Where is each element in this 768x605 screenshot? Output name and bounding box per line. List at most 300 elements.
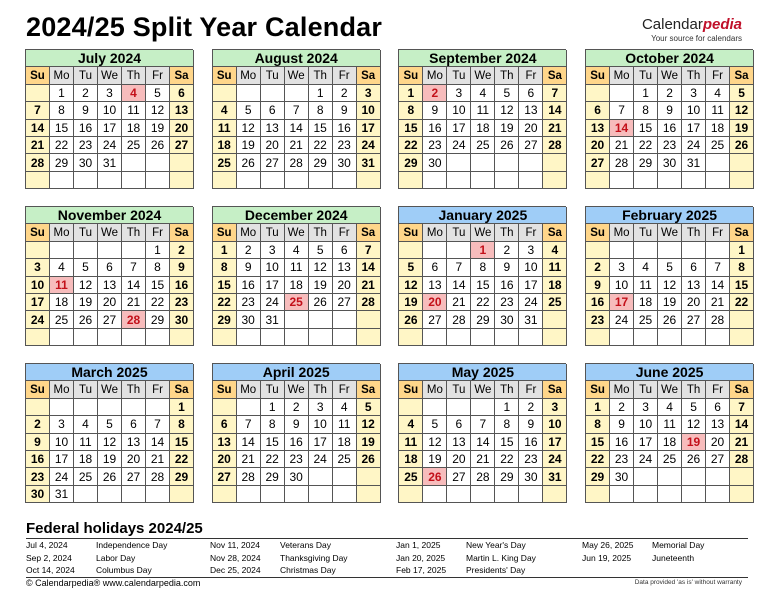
empty-cell [586,172,610,189]
weekday-header: Mo [50,67,74,84]
weekday-header: Sa [357,67,381,84]
empty-cell [98,242,122,259]
day-cell: 21 [122,294,146,311]
day-cell: 21 [447,294,471,311]
day-cell: 11 [634,277,658,294]
empty-cell [50,329,74,346]
weekday-header: We [98,381,122,398]
weekday-header: We [98,224,122,241]
day-cell: 22 [170,451,194,468]
weekday-header: Mo [50,381,74,398]
day-cell: 17 [634,434,658,451]
weekday-header: Sa [543,381,567,398]
day-cell: 8 [309,102,333,119]
day-cell: 20 [447,451,471,468]
empty-cell [285,486,309,503]
weekday-header: Fr [706,67,730,84]
day-cell: 16 [26,451,50,468]
day-cell: 15 [634,120,658,137]
day-cell: 19 [399,294,423,311]
day-cell: 5 [357,399,381,416]
day-cell: 15 [471,277,495,294]
empty-cell [237,172,261,189]
holidays-title: Federal holidays 2024/25 [26,520,203,537]
day-cell: 23 [586,311,610,328]
page-title: 2024/25 Split Year Calendar [26,12,383,42]
day-cell: 30 [170,311,194,328]
weekday-header: Tu [447,381,471,398]
holiday-row [396,564,536,577]
empty-cell [146,172,170,189]
empty-cell [658,329,682,346]
weekday-header: Su [586,381,610,398]
day-cell: 15 [586,434,610,451]
day-cell: 20 [519,120,543,137]
weekday-header: We [285,224,309,241]
empty-cell [333,468,357,485]
day-cell: 1 [730,242,754,259]
day-cell: 28 [237,468,261,485]
day-cell: 11 [471,102,495,119]
month-calendar [585,49,753,189]
day-cell: 24 [447,137,471,154]
weekday-header: Fr [519,67,543,84]
day-cell: 28 [610,154,634,171]
empty-cell [471,486,495,503]
empty-cell [50,172,74,189]
brand-name-accent: pedia [702,16,742,33]
day-cell: 29 [495,468,519,485]
weekday-header: Th [122,67,146,84]
weekday-header: Mo [423,381,447,398]
weekday-header: Mo [610,224,634,241]
day-cell: 28 [26,154,50,171]
day-cell: 27 [423,311,447,328]
holiday-name: Labor Day [96,552,136,563]
day-cell: 4 [706,85,730,102]
day-cell: 3 [543,399,567,416]
empty-cell [658,242,682,259]
empty-cell [261,172,285,189]
empty-cell [447,154,471,171]
weekday-header: Tu [261,67,285,84]
day-cell: 17 [309,434,333,451]
empty-cell [309,172,333,189]
empty-cell [122,399,146,416]
day-cell: 24 [261,294,285,311]
empty-cell [285,172,309,189]
day-cell: 3 [519,242,543,259]
holiday-date: Jul 4, 2024 [26,540,68,550]
empty-cell [74,242,98,259]
empty-cell [610,486,634,503]
day-cell: 25 [122,137,146,154]
day-cell: 8 [261,416,285,433]
empty-cell [730,486,754,503]
empty-cell [658,468,682,485]
day-cell: 3 [50,416,74,433]
empty-cell [333,311,357,328]
empty-cell [261,85,285,102]
day-cell: 5 [146,85,170,102]
day-cell: 16 [610,434,634,451]
day-cell: 21 [146,451,170,468]
weekday-header: Su [399,224,423,241]
day-cell: 24 [682,137,706,154]
day-cell: 5 [495,85,519,102]
empty-cell [309,486,333,503]
weekday-header: Tu [74,67,98,84]
day-cell: 31 [261,311,285,328]
day-cell: 17 [610,294,634,311]
day-cell: 23 [237,294,261,311]
weekday-header: Mo [423,67,447,84]
weekday-header: Fr [519,224,543,241]
day-cell: 3 [26,259,50,276]
day-cell: 1 [50,85,74,102]
empty-cell [586,242,610,259]
day-cell: 9 [495,259,519,276]
day-cell: 19 [658,294,682,311]
empty-cell [519,172,543,189]
brand-logo[interactable] [642,16,742,43]
holiday-date: Sep 2, 2024 [26,552,72,563]
day-cell: 26 [399,311,423,328]
day-cell: 28 [285,154,309,171]
empty-cell [447,242,471,259]
day-cell: 9 [586,277,610,294]
empty-cell [634,468,658,485]
day-cell: 18 [213,137,237,154]
day-cell: 21 [285,137,309,154]
day-cell: 4 [634,259,658,276]
day-cell: 10 [261,259,285,276]
empty-cell [213,399,237,416]
day-cell: 28 [447,311,471,328]
day-cell: 8 [634,102,658,119]
day-cell: 12 [682,416,706,433]
empty-cell [399,399,423,416]
weekday-header: We [471,224,495,241]
day-cell: 17 [682,120,706,137]
day-cell: 26 [423,468,447,485]
day-cell: 22 [586,451,610,468]
day-cell: 9 [170,259,194,276]
holiday-row [396,552,536,565]
empty-cell [122,242,146,259]
empty-cell [285,311,309,328]
day-cell: 26 [98,468,122,485]
day-cell: 13 [170,102,194,119]
empty-cell [309,329,333,346]
holiday-date: Dec 25, 2024 [210,565,261,576]
empty-cell [213,172,237,189]
day-cell: 23 [170,294,194,311]
day-cell: 6 [213,416,237,433]
day-cell: 4 [543,242,567,259]
day-cell: 14 [357,259,381,276]
day-cell: 30 [74,154,98,171]
holidays-column [26,539,167,577]
day-cell: 19 [423,451,447,468]
weekday-header: Fr [146,67,170,84]
day-cell: 2 [586,259,610,276]
day-cell: 10 [610,277,634,294]
month-title: March 2025 [26,364,194,381]
day-cell: 17 [447,120,471,137]
day-cell: 15 [170,434,194,451]
day-cell: 12 [399,277,423,294]
month-title: October 2024 [586,50,754,67]
empty-cell [682,329,706,346]
weekday-header: Su [26,381,50,398]
empty-cell [423,399,447,416]
weekday-header: We [658,224,682,241]
day-cell: 20 [122,451,146,468]
holiday-name: Memorial Day [652,540,705,550]
day-cell: 7 [610,102,634,119]
empty-cell [237,85,261,102]
day-cell: 8 [146,259,170,276]
day-cell: 16 [74,120,98,137]
weekday-header: Tu [447,224,471,241]
day-cell: 20 [706,434,730,451]
weekday-header: Fr [146,224,170,241]
day-cell: 28 [357,294,381,311]
weekday-header: Fr [706,381,730,398]
day-cell: 7 [730,399,754,416]
day-cell: 1 [399,85,423,102]
day-cell: 21 [706,294,730,311]
empty-cell [519,329,543,346]
day-cell: 22 [261,451,285,468]
day-cell: 21 [543,120,567,137]
day-cell: 2 [333,85,357,102]
day-cell: 2 [170,242,194,259]
empty-cell [237,486,261,503]
day-cell: 13 [586,120,610,137]
day-cell: 6 [682,259,706,276]
empty-cell [333,486,357,503]
day-cell: 8 [471,259,495,276]
empty-cell [495,486,519,503]
day-cell: 18 [285,277,309,294]
day-cell: 22 [495,451,519,468]
day-cell: 26 [74,311,98,328]
empty-cell [610,329,634,346]
empty-cell [98,399,122,416]
day-cell: 3 [634,399,658,416]
day-cell: 15 [309,120,333,137]
day-cell: 14 [543,102,567,119]
day-cell: 24 [610,311,634,328]
weekday-header: Fr [333,381,357,398]
day-cell: 23 [495,294,519,311]
day-cell: 27 [122,468,146,485]
day-cell: 12 [730,102,754,119]
day-cell: 29 [634,154,658,171]
weekday-header: We [285,67,309,84]
holiday-row [210,539,348,552]
day-cell: 6 [261,102,285,119]
day-cell: 21 [730,434,754,451]
day-cell: 12 [74,277,98,294]
empty-cell [610,242,634,259]
empty-cell [543,486,567,503]
day-cell: 7 [26,102,50,119]
day-cell: 13 [706,416,730,433]
day-cell: 18 [399,451,423,468]
day-cell: 21 [26,137,50,154]
day-cell: 14 [26,120,50,137]
weekday-header: Tu [447,67,471,84]
weekday-header: Mo [610,67,634,84]
empty-cell [586,85,610,102]
day-cell: 8 [586,416,610,433]
day-cell: 29 [261,468,285,485]
holiday-name: Juneteenth [652,552,695,563]
empty-cell [213,486,237,503]
day-cell: 21 [610,137,634,154]
day-cell: 8 [170,416,194,433]
day-cell: 29 [309,154,333,171]
day-cell: 19 [146,120,170,137]
month-calendar [398,49,566,189]
empty-cell [471,154,495,171]
day-cell: 1 [634,85,658,102]
day-cell: 29 [471,311,495,328]
empty-cell [706,154,730,171]
day-cell: 18 [74,451,98,468]
day-cell: 25 [634,311,658,328]
empty-cell [98,486,122,503]
day-cell: 30 [423,154,447,171]
empty-cell [447,172,471,189]
day-cell: 12 [309,259,333,276]
weekday-header: Su [586,67,610,84]
day-cell: 25 [74,468,98,485]
holiday-date: Feb 17, 2025 [396,565,447,576]
day-cell: 2 [285,399,309,416]
weekday-header: Sa [730,381,754,398]
holiday-row [582,552,704,565]
day-cell: 20 [98,294,122,311]
day-cell: 28 [122,311,146,328]
month-title: November 2024 [26,207,194,224]
weekday-header: Mo [237,381,261,398]
day-cell: 23 [285,451,309,468]
day-cell: 5 [682,399,706,416]
day-cell: 7 [706,259,730,276]
day-cell: 26 [658,311,682,328]
day-cell: 28 [706,311,730,328]
day-cell: 27 [519,137,543,154]
empty-cell [447,486,471,503]
day-cell: 3 [610,259,634,276]
weekday-header: Tu [261,381,285,398]
day-cell: 4 [333,399,357,416]
weekday-header: We [658,67,682,84]
day-cell: 24 [357,137,381,154]
day-cell: 7 [543,85,567,102]
month-title: June 2025 [586,364,754,381]
holiday-row [26,564,167,577]
day-cell: 12 [495,102,519,119]
day-cell: 26 [682,451,706,468]
empty-cell [682,172,706,189]
day-cell: 11 [50,277,74,294]
day-cell: 8 [50,102,74,119]
day-cell: 15 [213,277,237,294]
day-cell: 29 [170,468,194,485]
holiday-name: Thanksgiving Day [280,552,348,563]
empty-cell [543,329,567,346]
empty-cell [98,172,122,189]
day-cell: 26 [146,137,170,154]
empty-cell [170,486,194,503]
day-cell: 4 [74,416,98,433]
empty-cell [74,399,98,416]
month-calendar [25,206,193,346]
day-cell: 22 [50,137,74,154]
weekday-header: Su [399,67,423,84]
month-calendar [212,363,380,503]
day-cell: 28 [146,468,170,485]
empty-cell [213,85,237,102]
empty-cell [543,154,567,171]
day-cell: 5 [399,259,423,276]
month-title: July 2024 [26,50,194,67]
empty-cell [634,172,658,189]
day-cell: 10 [26,277,50,294]
day-cell: 6 [333,242,357,259]
day-cell: 10 [50,434,74,451]
weekday-header: Sa [730,224,754,241]
month-title: August 2024 [213,50,381,67]
empty-cell [122,154,146,171]
day-cell: 3 [447,85,471,102]
day-cell: 1 [213,242,237,259]
empty-cell [730,468,754,485]
day-cell: 27 [213,468,237,485]
empty-cell [730,172,754,189]
day-cell: 2 [74,85,98,102]
empty-cell [730,329,754,346]
weekday-header: Tu [634,224,658,241]
day-cell: 14 [122,277,146,294]
empty-cell [26,242,50,259]
day-cell: 19 [730,120,754,137]
weekday-header: We [658,381,682,398]
day-cell: 1 [170,399,194,416]
holidays-column [396,539,536,577]
day-cell: 27 [586,154,610,171]
day-cell: 25 [285,294,309,311]
day-cell: 3 [309,399,333,416]
empty-cell [682,468,706,485]
day-cell: 6 [423,259,447,276]
empty-cell [543,172,567,189]
footer-disclaimer: Data provided 'as is' without warranty [634,579,742,586]
month-calendar [212,49,380,189]
weekday-header: Sa [730,67,754,84]
day-cell: 1 [586,399,610,416]
day-cell: 4 [285,242,309,259]
day-cell: 26 [237,154,261,171]
weekday-header: Su [213,67,237,84]
day-cell: 18 [50,294,74,311]
day-cell: 25 [658,451,682,468]
